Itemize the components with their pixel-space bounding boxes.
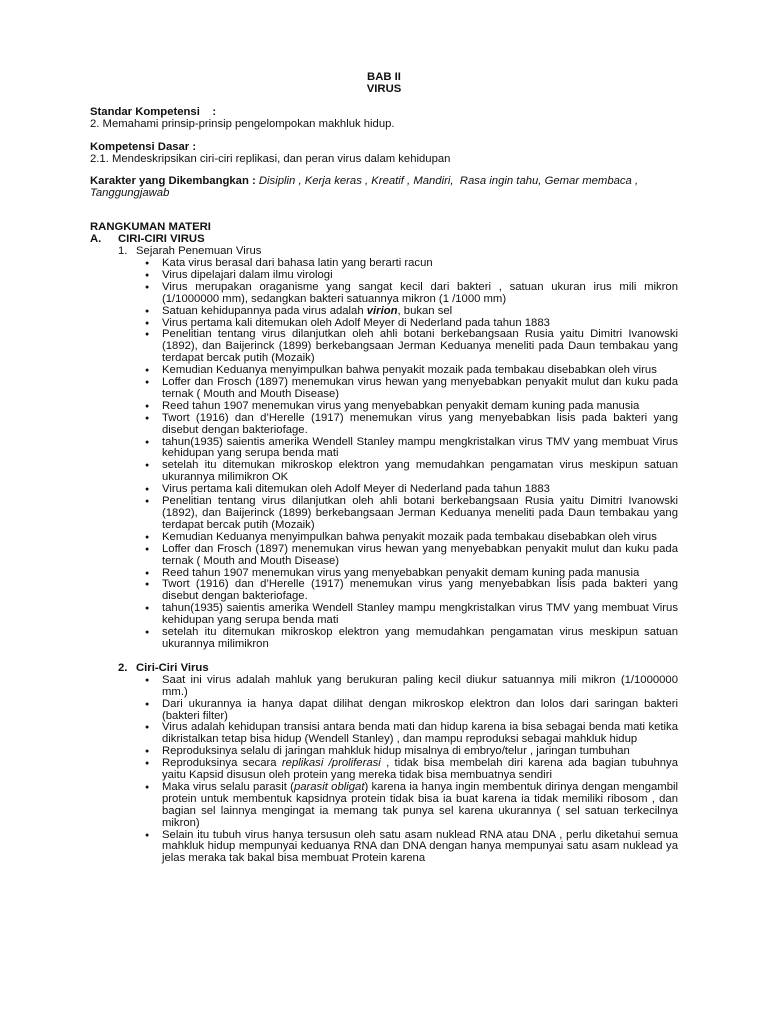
section-a-letter: A. [90,233,102,246]
subsection-ciri-heading [90,663,678,675]
section-a-title: CIRI-CIRI VIRUS [118,233,205,246]
list-item: ● Kemudian Keduanya menyimpulkan bahwa penyakit mozaik pada tembakau disebabkan oleh virus [162,532,678,544]
list-item: ● Penelitian tentang virus dilanjutkan oleh ahli botani berkebangsaan Rusia yaitu Dimitri Ivanowski (1892), dan Baijerinck (1899) berkebangsaan Jerman Keduanya meneliti pada Daun tembakau yang terdapat bercak putih (Mozaik) [162,496,678,532]
list-item: ● Loffer dan Frosch (1897) menemukan virus hewan yang menyebabkan penyakit mulut dan kuku pada ternak ( Mouth and Mouth Disease) [162,377,678,401]
rangkuman-title: RANGKUMAN MATERI [90,221,211,234]
kompetensi-dasar [90,142,678,166]
chapter-number: BAB II [367,71,401,83]
chapter-title: VIRUS [366,82,402,95]
emphasis-term: virion [366,304,398,317]
list-item: ● Satuan kehidupannya pada virus adalah virion, bukan sel [162,306,678,318]
subsection-title: Ciri-Ciri Virus [136,661,209,674]
list-item: ● setelah itu ditemukan mikroskop elektron yang memudahkan pengamatan virus meskipun satuan ukurannya milimikron [162,627,678,651]
list-item: ● Virus adalah kehidupan transisi antara benda mati dan hidup karena ia bisa sebagai benda mati ketika dikristalkan tetap bisa hidup (Wendell Stanley) , dan mampu reproduksi sebagai mahkluk hidup [162,722,678,746]
list-item: ● tahun(1935) saientis amerika Wendell Stanley mampu mengkristalkan virus TMV yang membuat Virus kehidupan yang serupa benda mati [162,437,678,461]
subsection-number: 2. [118,661,128,674]
emphasis-term: parasit obligat [293,780,365,793]
ciri-list [90,675,678,866]
list-item: ● setelah itu ditemukan mikroskop elektron yang memudahkan pengamatan virus meskipun satuan ukurannya milimikron OK [162,460,678,484]
list-item: ● Reproduksinya selalu di jaringan mahkluk hidup misalnya di embryo/telur , jaringan tumbuhan [162,746,678,758]
kompetensi-label: Kompetensi Dasar : [90,140,197,153]
emphasis-term: replikasi /proliferasi [281,757,381,770]
list-item: ● Kemudian Keduanya menyimpulkan bahwa penyakit mozaik pada tembakau disebabkan oleh virus [162,365,678,377]
list-item: ● Saat ini virus adalah mahluk yang berukuran paling kecil diukur satuannya mili mikron (1/1000000 mm.) [162,675,678,699]
kompetensi-text: 2.1. Mendeskripsikan ciri-ciri replikasi, dan peran virus dalam kehidupan [90,152,451,165]
list-item: ● Reed tahun 1907 menemukan virus yang menyebabkan penyakit demam kuning pada manusia [162,568,678,580]
list-item: ● Virus pertama kali ditemukan oleh Adolf Meyer di Nederland pada tahun 1883 [162,484,678,496]
standar-label: Standar Kompetensi : [90,105,217,118]
standar-text: 2. Memahami prinsip-prinsip pengelompokan makhluk hidup. [90,117,395,130]
list-item: ● Virus merupakan oraganisme yang sangat kecil dari bakteri , satuan ukuran irus mili mikron (1/1000000 mm), sedangkan bakteri satuannya mikron (1 /1000 mm) [162,282,678,306]
list-item: ● Selain itu tubuh virus hanya tersusun oleh satu asam nuklead RNA atau DNA , perlu diketahui semua mahkluk hidup mempunyai keduanya RNA dan DNA dengan hanya mempunyai satu asam nuklead ya jelas meraka tak bakal bisa membuat Protein karena [162,830,678,866]
list-item: ● Maka virus selalu parasit (parasit obligat) karena ia hanya ingin membentuk dirinya dengan mengambil protein untuk membentuk kapsidnya protein tidak bisa ia buat karena ia tidak memiliki ribosom , dan bagian sel lainnya mengingat ia memang tak punya sel karena ukurannya ( sel satuan terkecilnya mikron) [162,782,678,830]
karakter-label: Karakter yang Dikembangkan : [90,175,259,188]
list-item: ● Loffer dan Frosch (1897) menemukan virus hewan yang menyebabkan penyakit mulut dan kuku pada ternak ( Mouth and Mouth Disease) [162,544,678,568]
list-item: ● Reproduksinya secara replikasi /proliferasi , tidak bisa membelah diri karena ada bagian tubuhnya yaitu Kapsid disusun oleh protein yang mereka tidak bisa membuatnya sendiri [162,758,678,782]
sejarah-list [90,258,678,651]
list-item: ● Twort (1916) dan d’Herelle (1917) menemukan virus yang menyebabkan lisis pada bakteri yang disebut dengan bakteriofage. [162,579,678,603]
karakter-text: Disiplin , Kerja keras , Kreatif , Mandiri, Rasa ingin tahu, Gemar membaca , Tanggungjawab [90,175,642,200]
list-item: ● tahun(1935) saientis amerika Wendell Stanley mampu mengkristalkan virus TMV yang membuat Virus kehidupan yang serupa benda mati [162,603,678,627]
karakter [90,176,678,200]
subsection-title: Sejarah Penemuan Virus [136,245,262,258]
list-item: ● Twort (1916) dan d’Herelle (1917) menemukan virus yang menyebabkan lisis pada bakteri yang disebut dengan bakteriofage. [162,413,678,437]
list-item: ● Kata virus berasal dari bahasa latin yang berarti racun [162,258,678,270]
standar-kompetensi [90,107,678,131]
list-item: ● Virus dipelajari dalam ilmu virologi [162,270,678,282]
subsection-number: 1. [118,245,128,258]
list-item: ● Dari ukurannya ia hanya dapat dilihat dengan mikroskop elektron dan lolos dari saringan bakteri (bakteri filter) [162,699,678,723]
list-item: ● Penelitian tentang virus dilanjutkan oleh ahli botani berkebangsaan Rusia yaitu Dimitri Ivanowski (1892), dan Baijerinck (1899) berkebangsaan Jerman Keduanya meneliti pada Daun tembakau yang terdapat bercak putih (Mozaik) [162,329,678,365]
document-page [90,72,678,865]
list-item: ● Reed tahun 1907 menemukan virus yang menyebabkan penyakit demam kuning pada manusia [162,401,678,413]
list-item: ● Virus pertama kali ditemukan oleh Adolf Meyer di Nederland pada tahun 1883 [162,318,678,330]
